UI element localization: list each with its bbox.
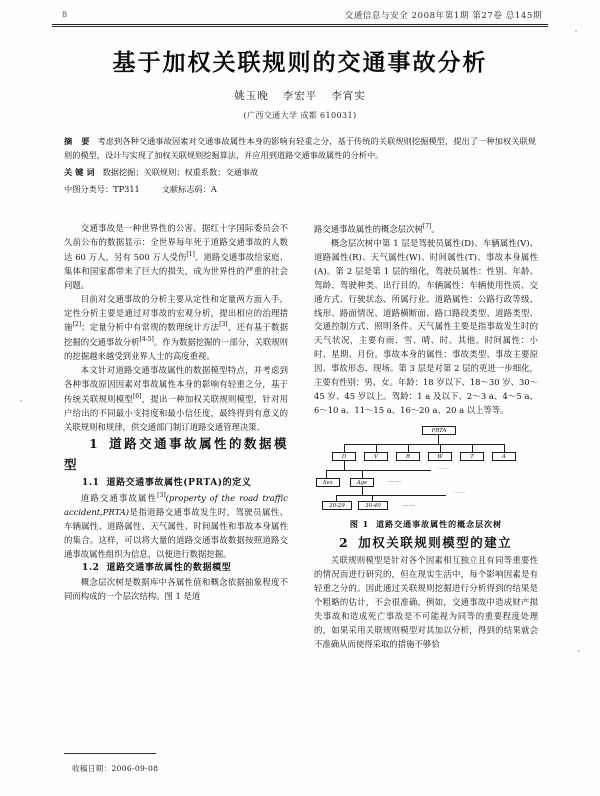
para-3-b: ，提出一种加权关联规则模型，针对用户给出的不同最小支持度和最小信任度，最终得到有意义的关联规则和规律，供交通部门制订道路交通管理决策。 [64, 393, 289, 432]
received-date-note: 收稿日期：2006-09-08 [72, 764, 159, 773]
tree-node-root: PRTA [422, 426, 456, 435]
tree-ellipsis-level1: …… [438, 465, 450, 472]
section-2-title: 加权关联规则模型的建立 [358, 535, 513, 551]
abstract-text: 考虑到各种交通事故因素对交通事故属性本身的影响有轻重之分，基于传统的关联规则挖掘模型，提出了一种加权关联规则的模型，设计与实现了加权关联规则挖掘算法，并应用到道路交通事故属性的分析中。 [64, 136, 536, 161]
paragraph-intro-2 [64, 293, 288, 364]
tree-node-age-20-29: 20-29 [322, 501, 352, 510]
tree-edge-r [408, 444, 409, 452]
tree-node-weather: W [428, 452, 452, 461]
citation-5: [6] [132, 392, 142, 400]
tree-edge-d [344, 444, 345, 452]
tree-node-age-30-40: 30-40 [358, 501, 388, 510]
doccode-value: A [210, 184, 217, 195]
tree-node-sex: Sex [316, 478, 340, 487]
subsection-heading-1-1 [64, 476, 288, 491]
scan-speckle [578, 650, 580, 652]
tree-edge-root-down [438, 435, 439, 444]
subsection-1-2-title: 道路交通事故属性的数据模型 [106, 563, 232, 574]
para-4-a: 道路交通事故属性 [80, 492, 158, 503]
subsection-1-1-number: 1.1 [82, 477, 100, 488]
tree-edge-sex [326, 470, 327, 478]
section-1-title: 道路交通事故属性的数据模型 [64, 436, 288, 473]
page-folio: 8 [62, 10, 68, 19]
citation-2: [2] [72, 321, 82, 329]
tree-edge-v [376, 444, 377, 452]
para-4-english-term: (property of the road traffic accident,PRTA) [64, 492, 288, 517]
figure-1-number: 图 1 [349, 519, 370, 530]
section-heading-1 [64, 434, 288, 476]
column-right [314, 222, 538, 652]
author-list [0, 88, 600, 103]
clc-value: TP311 [113, 184, 140, 195]
author-1: 姚玉晚 [234, 90, 269, 102]
citation-7: [7] [422, 223, 432, 230]
tree-edge-age-down [362, 487, 363, 495]
para-1-tail: 。道路交通事故给家庭、集体和国家都带来了巨大的损失，成为世界性的严重的社会问题。 [64, 251, 289, 290]
paragraph-continuation [314, 222, 538, 237]
keywords-block [64, 165, 536, 179]
body-columns [64, 222, 538, 752]
section-2-number: 2 [339, 535, 350, 551]
tree-edge-a [504, 444, 505, 452]
scan-speckle [575, 30, 577, 32]
figure-1-caption [314, 518, 538, 531]
paragraph-intro-3 [64, 364, 288, 435]
tree-bus-level2 [326, 470, 431, 471]
journal-header: 交通信息与安全 2008年第1期 第27卷 总145期 [344, 11, 542, 21]
paragraph-hierarchy-levels: 概念层次树中第 1 层是驾驶员属性(D)、车辆属性(V)、道路属性(R)、天气属性(W)、时间属性(T)、事故本身属性(A)。第 2 层是第 1 层的细化，驾驶员属性：性别、年龄、驾龄、驾驶种类、出行目的。车辆属性：车辆使用性质、交通方式、行驶状态、所属行业。道路属性：公路行政等级、线形、路面情况、道路横断面、路口路段类型、道路类型、交通控制方式、照明条件。天气属性主要是指事故发生时的天气状况，主要有雨、雪、晴、时、其他。时间属性：小时、星期、月份。事故本身的属性：事故类型、事故主要原因、事故形态、现场。第 3 层是对第 2 层的更进一步细化，主要有性别：男、女。年龄：18 岁以下、18～30 岁、30～45 岁、45 岁以上。驾龄：1 a 及以下、2～3 a、4～5 a、6～10 a、11～15 a、16～20 a、20 a 以上等等。 [314, 237, 538, 416]
author-affiliation: (广西交通大学 成都 610031) [243, 111, 357, 120]
citation-6: [3] [157, 491, 166, 499]
citation-1: [1] [186, 250, 195, 258]
classification-block: 中图分类号：TP311 文献标志码：A [64, 184, 217, 195]
clc-label: 中图分类号 [64, 184, 105, 195]
author-3: 李宵实 [331, 90, 366, 102]
paragraph-weighted-model: 关联规则模型是针对各个因素相互独立且有同等重要性的情况而进行研究的，但在现实生活中，每个影响因素是有轻重之分的。因此通过关联规则挖掘进行分析得到的结果是个粗略的估计，不会很准确。例如，交通事故中造成财产损失事故和造成死亡事故是不可能视为同等的重要程度处理的，如果采用关联规则模型对其加以分析，得到的结果就会不准确从而使得采取的措施不够恰 [314, 555, 538, 649]
tree-ellipsis-level3: …… [402, 501, 416, 509]
para-2-d: 。作为数据挖掘的一部分，关联规则的挖掘越来越受到业界人士的高度重视。 [64, 337, 289, 361]
tree-edge-d-down [344, 461, 345, 470]
tree-edge-age [362, 470, 363, 478]
tree-node-age: Age [350, 478, 374, 487]
tree-edge-w [440, 444, 441, 452]
citation-4: [4-5] [139, 336, 154, 344]
paragraph-intro-1 [64, 222, 288, 293]
column-left [64, 222, 288, 604]
para-1-text: 交通事故是一种世界性的公害。据红十字国际委员会不久前公布的数据显示：全世界每年死于道路交通事故的人数达 60 万人，另有 500 万人受伤 [64, 223, 288, 262]
figure-1-title: 道路交通事故属性的概念层次树 [376, 519, 503, 530]
tree-node-vehicle: V [364, 452, 388, 461]
para-3-a: 本文针对道路交通事故属性的数据模型特点，并考虑到各种事故原因因素对事故属性本身的影响有轻重之分，基于传统关联规则模型 [64, 364, 288, 404]
tree-node-driver: D [332, 452, 356, 461]
subsection-heading-1-2 [64, 561, 288, 576]
article-title: 基于加权关联规则的交通事故分析 [112, 49, 488, 76]
footnote-rule [64, 753, 156, 754]
keywords-label: 关键词 [64, 167, 98, 178]
tree-bus-level3 [336, 495, 446, 496]
author-2: 李宏平 [282, 90, 318, 102]
para-cont-b: 。 [431, 223, 440, 234]
para-2-b: ；定量分析中有常规的数理统计方法 [81, 322, 220, 333]
paragraph-prta-definition [64, 491, 288, 562]
subsection-1-1-title: 道路交通事故属性(PRTA)的定义 [106, 477, 252, 488]
tree-node-accident: A [492, 452, 516, 461]
para-2-c: ，还有基于数据挖掘的交通事故分析 [64, 322, 288, 348]
tree-ellipsis-level2: …… [388, 477, 402, 485]
scan-speckle [20, 400, 22, 402]
tree-edge-t [472, 444, 473, 452]
paragraph-data-model: 概念层次树是数据库中各属性值和概念依据抽象程度不同而构成的一个层次结构。图 1 是道 [64, 577, 288, 602]
tree-node-road: R [396, 452, 420, 461]
para-2-a: 目前对交通事故的分析主要从定性和定量两方面入手。定性分析主要是通过对事故的宏观分析，提出相应的治理措施 [64, 293, 288, 333]
tree-bus-level1 [344, 444, 504, 445]
abstract-label: 摘 要 [64, 136, 93, 146]
citation-3: [3] [219, 321, 228, 329]
para-4-b: 是指道路交通事故发生时，驾驶员属性、车辆属性、道路属性、天气属性、时间属性和事故本身属性的集合。这样，可以将大量的道路交通事故数据按照道路交通事故属性组织为信息，以便进行数据挖掘。 [64, 506, 288, 559]
doccode-label: 文献标志码 [161, 184, 203, 195]
section-heading-2 [314, 533, 538, 554]
figure-1 [314, 424, 538, 531]
tree-ellipsis-side: …… [454, 489, 466, 496]
abstract-block [64, 134, 536, 162]
front-matter [64, 134, 536, 197]
subsection-1-2-number: 1.2 [82, 563, 100, 574]
figure-1-canvas [314, 424, 538, 516]
keywords-text: 数据挖掘；关联规则；权重系数；交通事故 [102, 167, 259, 178]
para-cont-a: 路交通事故属性的概念层次树 [314, 223, 423, 234]
section-1-number: 1 [89, 436, 100, 452]
header-rule [52, 24, 548, 27]
tree-node-time: T [460, 452, 484, 461]
